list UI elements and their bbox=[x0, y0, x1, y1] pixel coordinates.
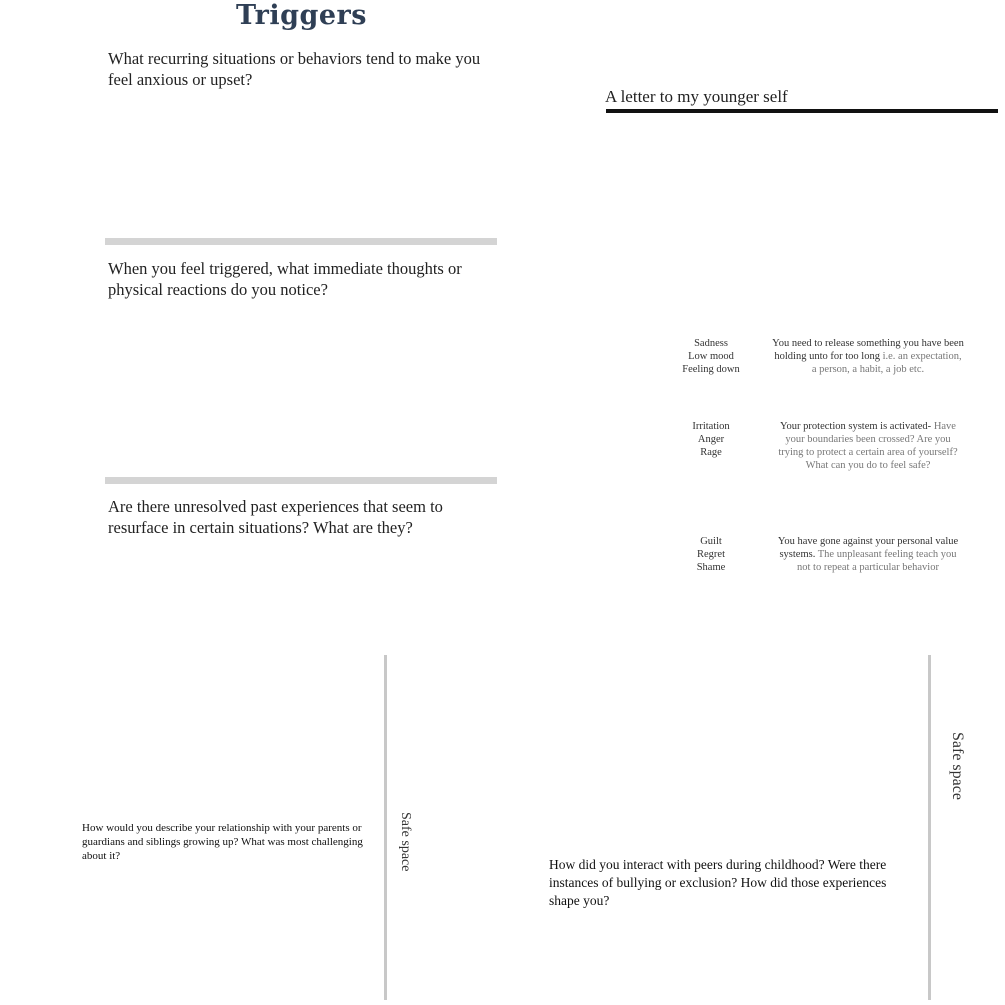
peers-answer-area[interactable] bbox=[549, 915, 919, 995]
emotion-names-3 bbox=[671, 535, 751, 574]
safe-space-label-left: Safe space bbox=[398, 812, 413, 872]
letter-title: A letter to my younger self bbox=[605, 87, 788, 106]
trigger-answer-area-2[interactable] bbox=[108, 305, 498, 473]
emotion-hint: i.e. an expectation, a person, a habit, a job etc. bbox=[811, 351, 962, 375]
letter-writing-area[interactable] bbox=[606, 120, 998, 320]
emotion-name: Rage bbox=[700, 447, 722, 458]
section-divider-1 bbox=[105, 238, 497, 245]
safe-space-label-right: Safe space bbox=[949, 732, 966, 800]
emotion-name: Regret bbox=[697, 549, 725, 560]
emotion-name: Sadness bbox=[694, 338, 728, 349]
peers-question: How did you interact with peers during childhood? Were there instances of bullying or exclusion? How did those experiences shape you? bbox=[549, 857, 887, 908]
emotion-hint: Have your boundaries been crossed? Are you trying to protect a certain area of yourself? What can you do to feel safe? bbox=[778, 421, 958, 471]
emotion-name: Shame bbox=[696, 562, 726, 573]
emotion-names-2 bbox=[671, 420, 751, 459]
emotion-meaning: You need to release something you have been holding unto for too long bbox=[772, 338, 964, 362]
emotion-name: Guilt bbox=[700, 536, 722, 547]
emotion-names-1 bbox=[671, 337, 751, 376]
emotion-name: Anger bbox=[697, 434, 725, 445]
parents-answer-area[interactable] bbox=[82, 870, 377, 995]
trigger-question-3: Are there unresolved past experiences that seem to resurface in certain situations? What are they? bbox=[108, 497, 443, 537]
emotion-description-2 bbox=[772, 420, 964, 472]
trigger-question-2: When you feel triggered, what immediate thoughts or physical reactions do you notice? bbox=[108, 259, 462, 299]
emotion-name: Irritation bbox=[692, 421, 730, 432]
emotion-meaning: Your protection system is activated- bbox=[780, 421, 932, 432]
trigger-question-1: What recurring situations or behaviors tend to make you feel anxious or upset? bbox=[108, 49, 481, 89]
emotion-description-3 bbox=[772, 535, 964, 574]
safe-space-divider-right bbox=[928, 655, 931, 1000]
letter-title-rule bbox=[606, 109, 998, 113]
safe-space-divider-left bbox=[384, 655, 387, 1000]
emotion-name: Low mood bbox=[688, 351, 734, 362]
trigger-answer-area-3[interactable] bbox=[108, 543, 498, 643]
emotion-hint: The unpleasant feeling teach you not to repeat a particular behavior bbox=[797, 549, 957, 573]
emotion-meaning: You have gone against your personal value systems. bbox=[777, 536, 959, 560]
section-divider-2 bbox=[105, 477, 497, 484]
emotion-name: Feeling down bbox=[682, 364, 740, 375]
emotion-description-1 bbox=[772, 337, 964, 376]
trigger-answer-area-1[interactable] bbox=[108, 95, 498, 235]
parents-question: How would you describe your relationship with your parents or guardians and siblings growing up? What was most challenging about it? bbox=[82, 822, 363, 862]
triggers-title: Triggers bbox=[236, 0, 367, 31]
